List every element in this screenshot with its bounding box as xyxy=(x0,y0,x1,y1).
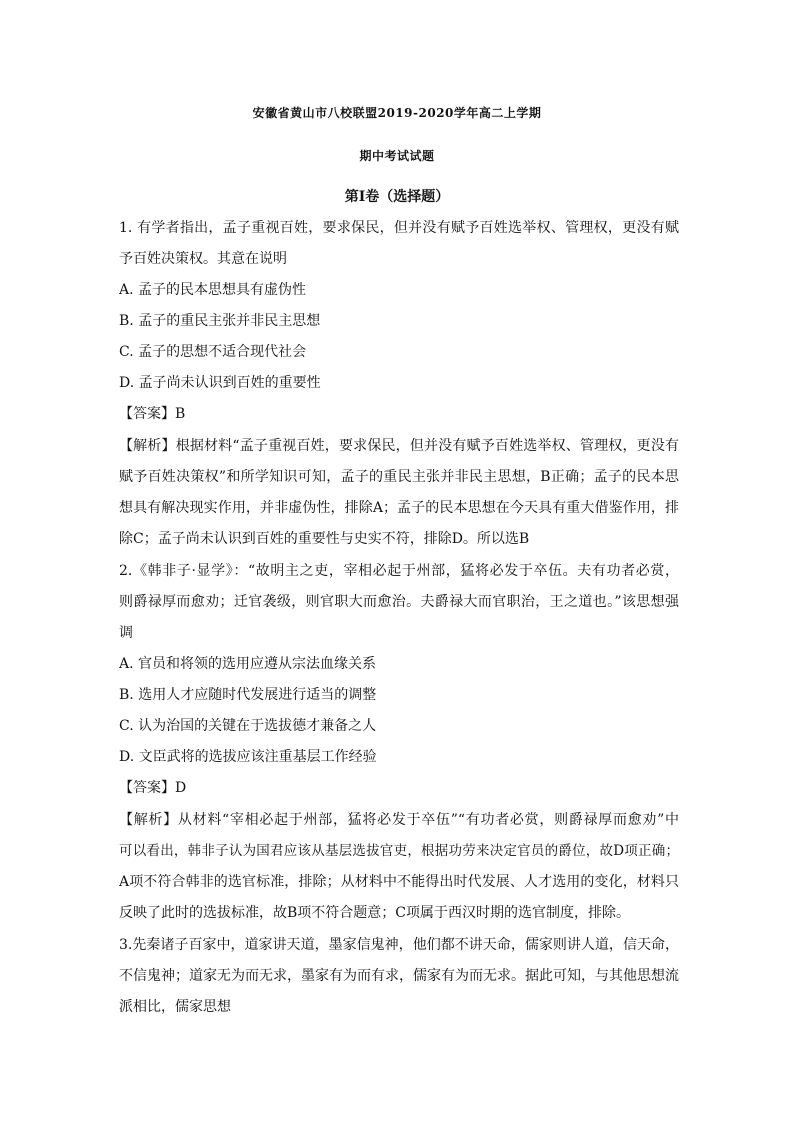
q1-option-b: B. 孟子的重民主张并非民主思想 xyxy=(119,313,321,329)
q2-explanation-line-1: 【解析】从材料“宰相必起于州部，猛将必发于卒伍”“有功者必赏，则爵禄厚而愈劝”中 xyxy=(119,812,679,828)
q3-stem-line-2: 不信鬼神；道家无为而无求，墨家有为而有求，儒家有为而无求。据此可知，与其他思想流 xyxy=(119,968,679,984)
q1-stem-line-1: 1. 有学者指出，孟子重视百姓，要求保民，但并没有赋予百姓选举权、管理权，更没有赋 xyxy=(119,220,679,236)
q1-explanation-line-4: 除C；孟子尚未认识到百姓的重要性与史实不符，排除D。所以选B xyxy=(119,531,530,547)
q1-answer: 【答案】B xyxy=(119,406,186,422)
q1-explanation-line-3: 想具有解决现实作用，并非虚伪性，排除A；孟子的民本思想在今天具有重大借鉴作用，排 xyxy=(119,500,679,516)
q2-explanation-line-4: 反映了此时的选拔标准，故B项不符合题意；C项属于西汉时期的选官制度，排除。 xyxy=(119,905,630,921)
q1-explanation-line-2: 赋予百姓决策权”和所学知识可知，孟子的重民主张并非民主思想，B正确；孟子的民本思 xyxy=(119,469,679,485)
q2-stem-line-2: 则爵禄厚而愈劝；迁官袭级，则官职大而愈治。夫爵禄大而官职治，王之道也。”该思想强 xyxy=(119,594,679,610)
q2-stem-line-3: 调 xyxy=(119,625,133,641)
section-title: 第I卷（选择题） xyxy=(344,189,450,205)
q1-option-c: C. 孟子的思想不适合现代社会 xyxy=(119,344,307,360)
q2-explanation-line-2: 可以看出，韩非子认为国君应该从基层选拔官吏，根据功劳来决定官员的爵位，故D项正确； xyxy=(119,843,679,859)
q1-stem-line-2: 予百姓决策权。其意在说明 xyxy=(119,251,287,267)
q2-option-c: C. 认为治国的关键在于选拔德才兼备之人 xyxy=(119,718,377,734)
q2-answer: 【答案】D xyxy=(119,780,187,796)
q2-explanation-line-3: A项不符合韩非的选官标准，排除；从材料中不能得出时代发展、人才选用的变化，材料只 xyxy=(119,874,679,890)
q3-stem-line-1: 3.先秦诸子百家中，道家讲天道，墨家信鬼神，他们都不讲天命，儒家则讲人道，信天命， xyxy=(119,937,679,953)
q1-option-a: A. 孟子的民本思想具有虚伪性 xyxy=(119,282,307,298)
q1-option-d: D. 孟子尚未认识到百姓的重要性 xyxy=(119,375,321,391)
q2-stem-line-1: 2.《韩非子·显学》：“故明主之吏，宰相必起于州部，猛将必发于卒伍。夫有功者必赏， xyxy=(119,563,679,579)
document-title: 安徽省黄山市八校联盟2019-2020学年高二上学期 xyxy=(252,106,542,120)
q3-stem-line-3: 派相比，儒家思想 xyxy=(119,999,231,1015)
q2-option-a: A. 官员和将领的选用应遵从宗法血缘关系 xyxy=(119,656,377,672)
q2-option-d: D. 文臣武将的选拔应该注重基层工作经验 xyxy=(119,749,377,765)
document-subtitle: 期中考试试题 xyxy=(359,149,435,163)
q2-option-b: B. 选用人才应随时代发展进行适当的调整 xyxy=(119,687,377,703)
q1-explanation-line-1: 【解析】根据材料“孟子重视百姓，要求保民，但并没有赋予百姓选举权、管理权，更没有 xyxy=(119,438,679,454)
